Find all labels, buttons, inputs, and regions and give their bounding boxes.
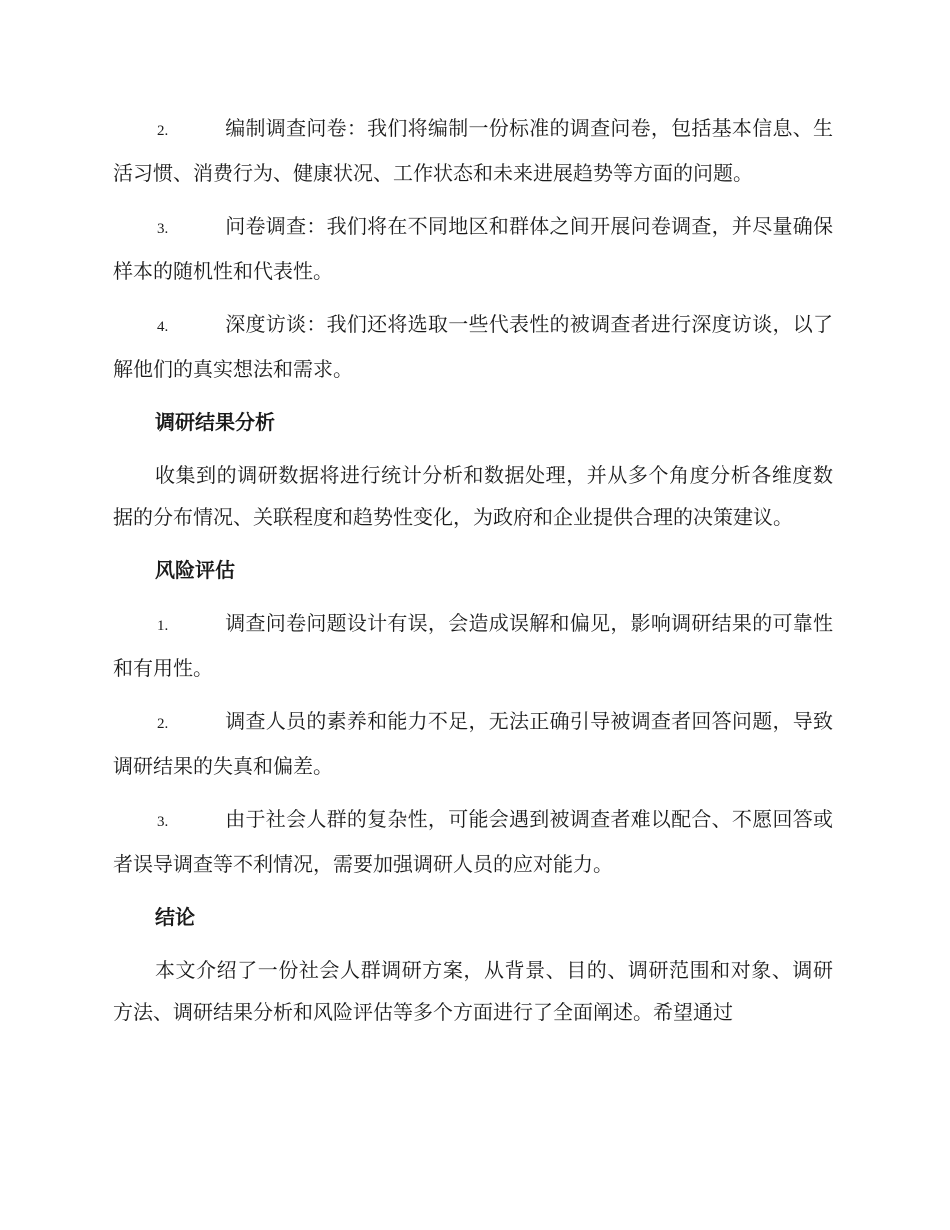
list-item	[113, 107, 833, 194]
section-heading-analysis: 调研结果分析	[155, 410, 275, 434]
analysis-paragraph: 收集到的调研数据将进行统计分析和数据处理，并从多个角度分析各维度数据的分布情况、关联程度和趋势性变化，为政府和企业提供合理的决策建议。	[113, 463, 833, 529]
section-heading-conclusion: 结论	[155, 905, 195, 929]
list-item-text: 由于社会人群的复杂性，可能会遇到被调查者难以配合、不愿回答或者误导调查等不利情况，需要加强调研人员的应对能力。	[113, 807, 833, 876]
list-item-number: 4.	[157, 319, 169, 335]
list-item	[113, 205, 833, 292]
document-body	[113, 107, 833, 1044]
list-item	[113, 798, 833, 885]
list-item-text: 深度访谈：我们还将选取一些代表性的被调查者进行深度访谈，以了解他们的真实想法和需求。	[113, 312, 833, 381]
list-item-number: 1.	[157, 618, 169, 634]
list-item	[113, 602, 833, 689]
conclusion-paragraph: 本文介绍了一份社会人群调研方案，从背景、目的、调研范围和对象、调研方法、调研结果分析和风险评估等多个方面进行了全面阐述。希望通过	[113, 958, 833, 1024]
section-heading-risk: 风险评估	[155, 558, 235, 582]
list-item-number: 3.	[157, 814, 169, 830]
list-item	[113, 303, 833, 390]
list-item-text: 编制调查问卷：我们将编制一份标准的调查问卷，包括基本信息、生活习惯、消费行为、健康状况、工作状态和未来进展趋势等方面的问题。	[113, 116, 833, 185]
list-item-number: 2.	[157, 123, 169, 139]
list-item	[113, 700, 833, 787]
list-item-text: 问卷调查：我们将在不同地区和群体之间开展问卷调查，并尽量确保样本的随机性和代表性。	[113, 214, 833, 283]
list-item-number: 2.	[157, 716, 169, 732]
list-item-text: 调查问卷问题设计有误，会造成误解和偏见，影响调研结果的可靠性和有用性。	[113, 611, 833, 680]
list-item-text: 调查人员的素养和能力不足，无法正确引导被调查者回答问题，导致调研结果的失真和偏差。	[113, 709, 833, 778]
list-item-number: 3.	[157, 221, 169, 237]
